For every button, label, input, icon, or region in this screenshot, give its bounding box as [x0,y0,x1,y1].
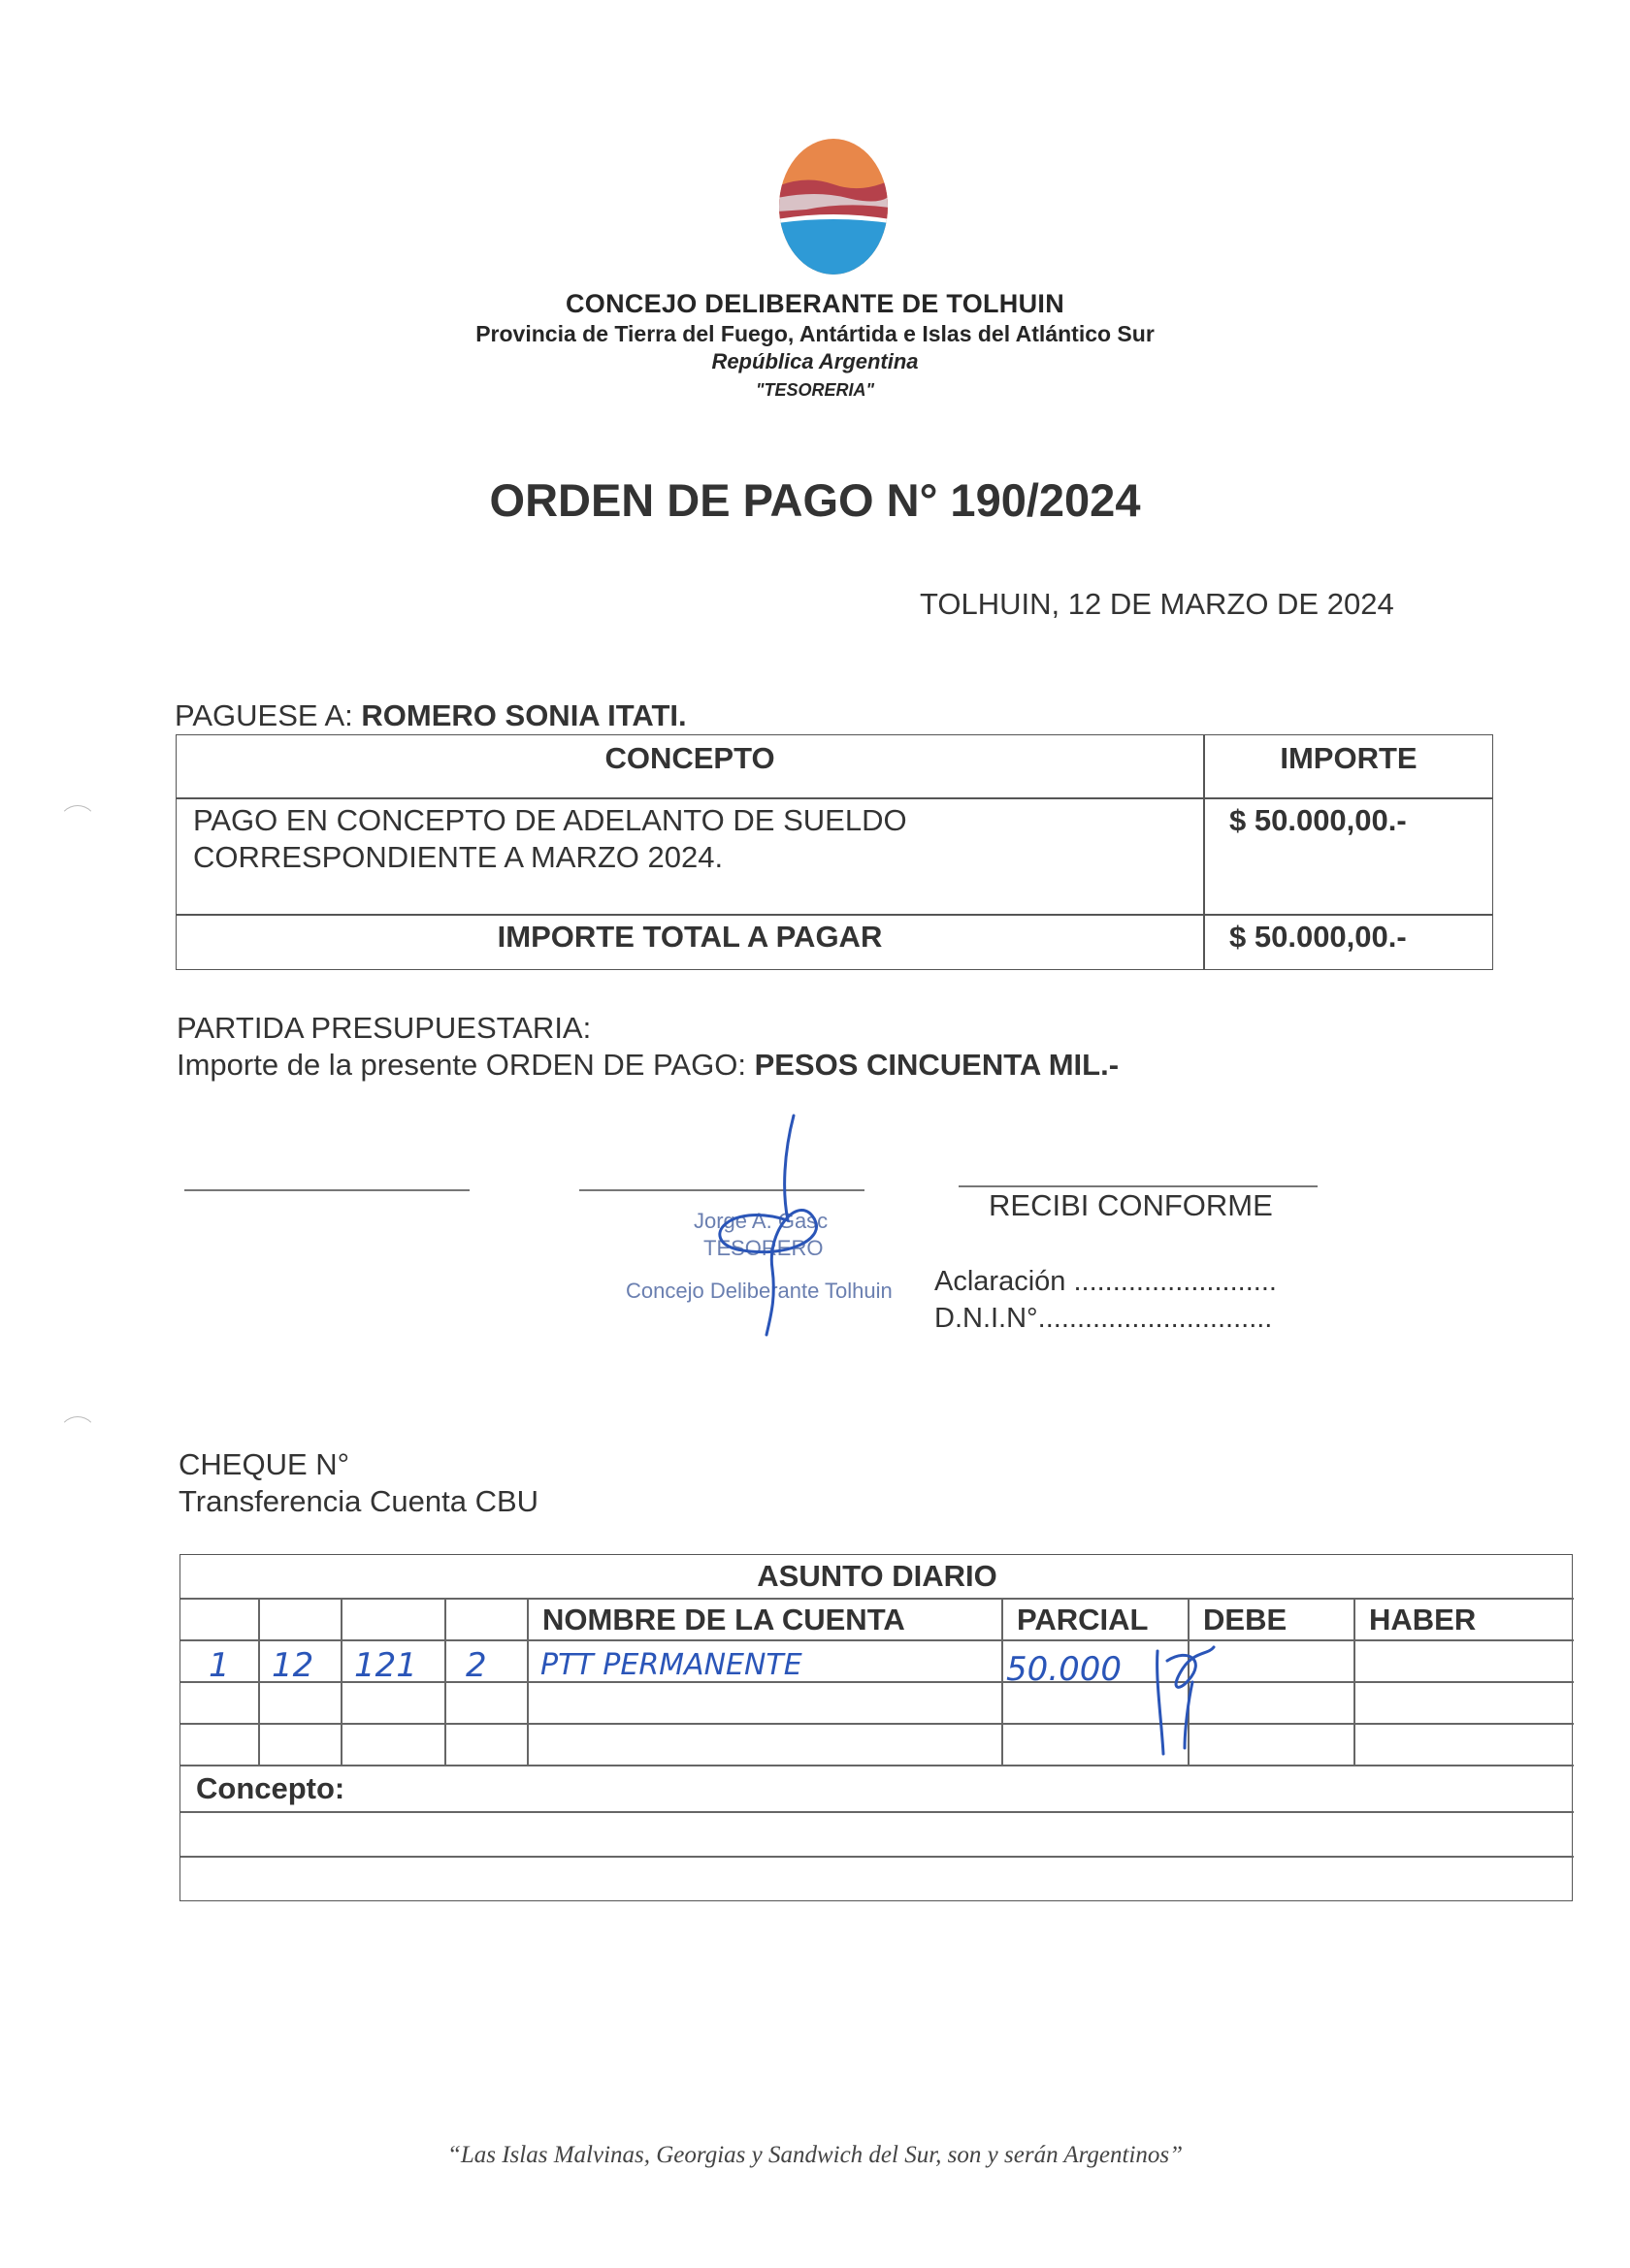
amount-words-value: PESOS CINCUENTA MIL.- [754,1048,1120,1082]
dni-field: D.N.I.N°.............................. [934,1303,1273,1334]
document-title: ORDEN DE PAGO N° 190/2024 [489,474,1141,526]
organization-office: "TESORERIA" [755,380,875,400]
journal-title: ASUNTO DIARIO [757,1559,997,1593]
handwritten-account-name: PTT PERMANENTE [540,1648,802,1682]
payee-line [175,698,687,733]
budget-item-label: PARTIDA PRESUPUESTARIA: [177,1011,592,1045]
table-divider [177,914,1492,916]
scan-mark [58,1416,97,1455]
signature-line-left [184,1189,470,1191]
signature-line-receiver [959,1185,1318,1187]
scan-mark [58,805,97,844]
concept-table [176,734,1493,970]
handwritten-entry-3: 121 [354,1646,417,1685]
partial-header: PARCIAL [1017,1603,1149,1636]
account-name-header: NOMBRE DE LA CUENTA [542,1603,905,1636]
payee-label: PAGUESE A: [175,698,353,732]
journal-concept-label: Concepto: [196,1771,345,1805]
table-divider [180,1856,1574,1858]
received-label: RECIBI CONFORME [989,1188,1273,1222]
concept-line-2: CORRESPONDIENTE A MARZO 2024. [193,840,724,874]
handwritten-journal-entry [179,1554,1573,1767]
concejo-logo [777,138,890,275]
organization-name: CONCEJO DELIBERANTE DE TOLHUIN [565,289,1065,318]
concept-header: CONCEPTO [604,741,775,775]
treasurer-stamp-signature [582,1114,912,1337]
total-amount: $ 50.000,00.- [1229,920,1407,954]
table-divider [177,797,1492,799]
credit-header: HABER [1369,1603,1477,1636]
transfer-label: Transferencia Cuenta CBU [179,1484,539,1518]
concept-amount: $ 50.000,00.- [1229,803,1407,837]
stamp-name: Jorge A. Gasc [694,1209,829,1233]
organization-province: Provincia de Tierra del Fuego, Antártida e Islas del Atlántico Sur [475,321,1155,346]
handwritten-entry-4: 2 [466,1646,487,1685]
stamp-org: Concejo Deliberante Tolhuin [626,1279,893,1303]
table-divider [180,1811,1574,1813]
handwritten-entry-1: 1 [209,1646,230,1685]
total-label: IMPORTE TOTAL A PAGAR [497,920,883,954]
place-date: TOLHUIN, 12 DE MARZO DE 2024 [920,587,1394,621]
organization-country: República Argentina [711,349,919,373]
amount-header: IMPORTE [1280,741,1418,775]
clarification-field: Aclaración .......................... [934,1266,1277,1297]
debit-header: DEBE [1203,1603,1288,1636]
concept-line-1: PAGO EN CONCEPTO DE ADELANTO DE SUELDO [193,803,907,837]
amount-in-words [177,1048,1119,1083]
handwritten-entry-2: 12 [272,1646,314,1685]
stamp-role: TESORERO [703,1236,824,1260]
handwritten-partial-amount: 50.000 [1006,1650,1122,1689]
footer-motto: “Las Islas Malvinas, Georgias y Sandwich del Sur, son y serán Argentinos” [446,2142,1184,2168]
payee-name: ROMERO SONIA ITATI. [361,698,687,732]
amount-words-prefix: Importe de la presente ORDEN DE PAGO: [177,1048,746,1082]
cheque-number-label: CHEQUE N° [179,1447,350,1481]
